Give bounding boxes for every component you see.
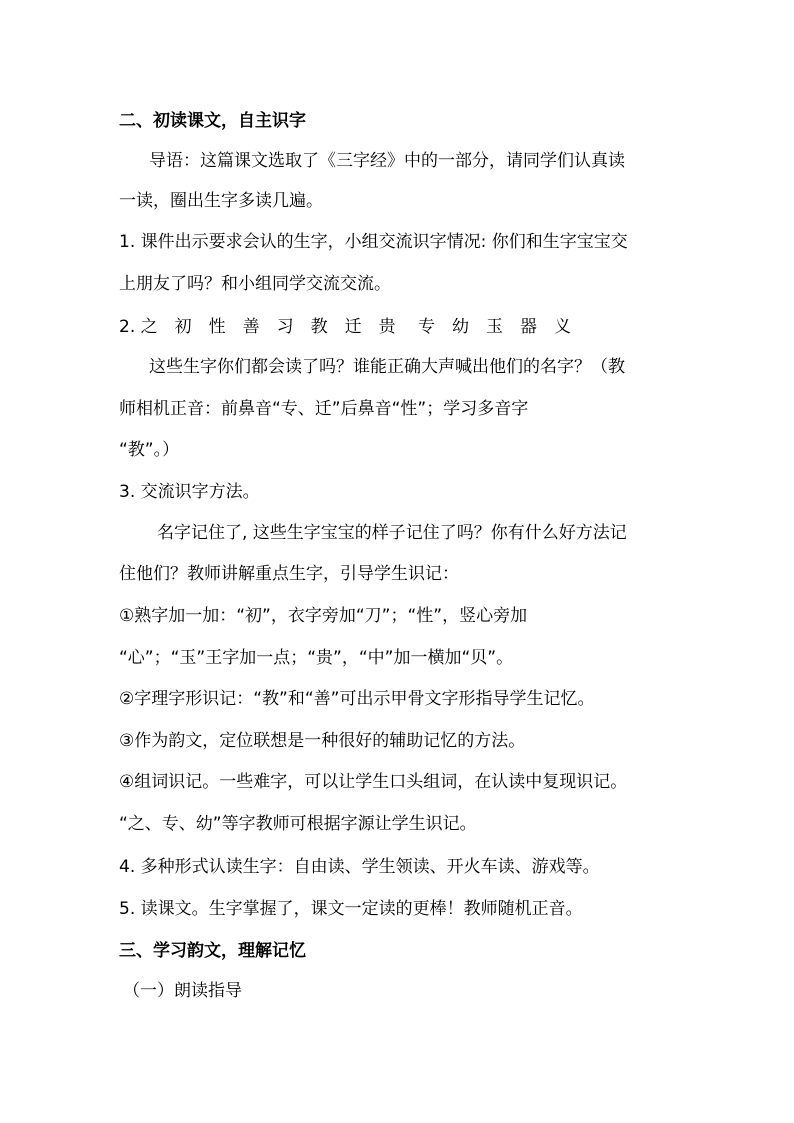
paragraph-line: “教”。）: [119, 440, 180, 460]
paragraph-line: 1. 课件出示要求会认的生字，小组交流识字情况: 你们和生字宝宝交: [119, 232, 628, 252]
paragraph-line: 住他们？教师讲解重点生字，引导学生识记：: [119, 564, 459, 584]
paragraph-line: 4. 多种形式认读生字：自由读、学生领读、开火车读、游戏等。: [119, 857, 600, 877]
paragraph-line: 名字记住了, 这些生字宝宝的样子记住了吗？你有什么好方法记: [157, 523, 627, 543]
paragraph-line: ③作为韵文，定位联想是一种很好的辅助记忆的方法。: [119, 731, 526, 751]
paragraph-line: 一读，圈出生字多读几遍。: [119, 191, 323, 211]
paragraph-line: ①熟字加一加：“初”，衣字旁加“刀”；“性”，竖心旁加: [119, 606, 528, 626]
paragraph-line: 上朋友了吗？和小组同学交流交流。: [119, 274, 391, 294]
section-heading-2: 二、初读课文，自主识字: [119, 111, 306, 131]
paragraph-line: 5. 读课文。生字掌握了，课文一定读的更棒！教师随机正音。: [119, 899, 583, 919]
paragraph-line: ④组词识记。一些难字，可以让学生口头组词，在认读中复现识记。: [119, 772, 628, 792]
subsection-heading: （一）朗读指导: [123, 981, 242, 1001]
section-heading-3: 三、学习韵文，理解记忆: [119, 941, 306, 961]
paragraph-line: 3. 交流识字方法。: [119, 482, 260, 502]
paragraph-line: 这些生字你们都会读了吗？谁能正确大声喊出他们的名字？（教: [149, 357, 625, 377]
paragraph-line: ②字理字形识记：“教”和“善”可出示甲骨文字形指导学生记忆。: [119, 689, 595, 709]
paragraph-line: “心”；“玉”王字加一点；“贵”，“中”加一横加“贝”。: [119, 648, 514, 668]
character-list-line: 2. 之 初 性 善 习 教 迁 贵 专 幼 玉 器 义: [119, 317, 572, 337]
paragraph-line: 师相机正音：前鼻音“专、迁”后鼻音“性”；学习多音字: [119, 399, 529, 419]
paragraph-line: 导语：这篇课文选取了《三字经》中的一部分，请同学们认真读: [149, 151, 625, 171]
paragraph-line: “之、专、幼”等字教师可根据字源让学生识记。: [119, 814, 477, 834]
